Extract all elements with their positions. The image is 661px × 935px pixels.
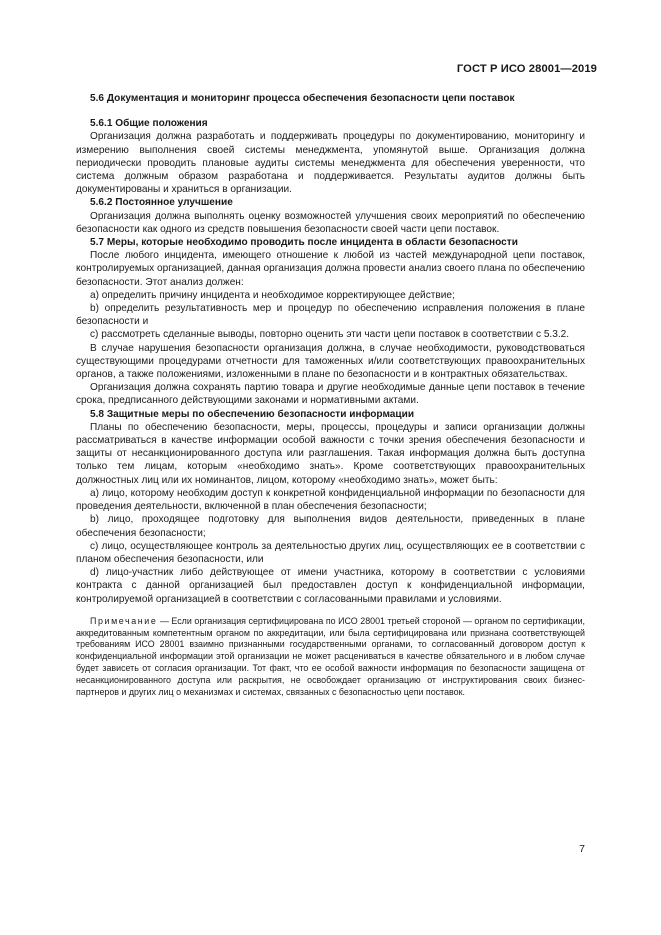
list-item: c) лицо, осуществляющее контроль за деятельностью других лиц, осуществляющих ее в соответствии с планом обеспечения безопасности, или [76, 540, 585, 565]
paragraph: Организация должна сохранять партию товара и другие необходимые данные цепи поставок в течение срока, предписанного действующими законами и нормативными актами. [76, 382, 585, 407]
document-body [76, 92, 585, 698]
document-header: ГОСТ Р ИСО 28001—2019 [456, 63, 597, 75]
section-heading-5-6: 5.6 Документация и мониторинг процесса обеспечения безопасности цепи поставок [90, 93, 515, 104]
list-item: b) лицо, проходящее подготовку для выполнения видов деятельности, приведенных в плане обеспечения безопасности; [76, 514, 585, 539]
list-item: b) определить результативность мер и процедур по обеспечению исправления положения в плане безопасности и [76, 303, 585, 328]
list-item: a) определить причину инцидента и необходимое корректирующее действие; [90, 289, 455, 301]
paragraph: Организация должна разработать и поддерживать процедуры по документированию, мониторингу и измерению выполнения своей системы менеджмента, упомянутой выше. Организация должна периодически проводить плановые аудиты системы менеджмента для обеспечения уверенности, что система должным образом разработана и поддерживается. Результаты аудитов должны быть документированы и храниться в организации. [76, 131, 585, 196]
note-label: Примечание [90, 615, 158, 626]
list-item: c) рассмотреть сделанные выводы, повторно оценить эти части цепи поставок в соответствии с 5.3.2. [90, 329, 570, 341]
note [76, 616, 585, 699]
section-heading-5-6-1: 5.6.1 Общие положения [90, 118, 208, 130]
section-heading-5-7: 5.7 Меры, которые необходимо проводить после инцидента в области безопасности [90, 237, 518, 249]
list-item: d) лицо-участник либо действующее от имени участника, которому в соответствии с условиями контракта с данной организацией был предоставлен доступ к конфиденциальной информации, контролируемой организацией в соответствии с согласованными правилами и условиями. [76, 567, 585, 605]
section-heading-5-6-2: 5.6.2 Постоянное улучшение [90, 197, 233, 209]
page-number: 7 [579, 843, 585, 855]
note-text: — Если организация сертифицирована по ИСО 28001 третьей стороной — органом по сертификации, аккредитованным компетентным органом по аккредитации, или была сертифицирована или признана соответствующей требованиям ИСО 28001 взаимно признанными государственными органами, то согласованный договором доступ к конфиденциальной информации этой организации не может расцениваться в качестве обязательного и в любом случае будет зависеть от согласия организации. Тот факт, что ее особой важности информация по безопасности защищена от несанкционированного доступа или раскрытия, не освобождает организацию от инструктирования своих бизнес-партнеров и других лиц о механизмах и системах, связанных с безопасностью цепи поставок. [76, 615, 585, 697]
paragraph: В случае нарушения безопасности организация должна, в случае необходимости, руководствоваться существующими процедурами отчетности для таможенных и/или соответствующих правоохранительных органов, а также положениями, изложенными в плане по безопасности и в контрактных обязательствах. [76, 342, 585, 381]
section-heading-5-8: 5.8 Защитные меры по обеспечению безопасности информации [90, 408, 415, 420]
paragraph: Организация должна выполнять оценку возможностей улучшения своих мероприятий по обеспечению безопасности как одного из средств повышения безопасности своей части цепи поставок. [76, 210, 585, 235]
list-item: a) лицо, которому необходим доступ к конкретной конфиденциальной информации по безопасности для проведения деятельности, включенной в план обеспечения безопасности; [76, 487, 585, 513]
paragraph: Планы по обеспечению безопасности, меры, процессы, процедуры и записи организации должны рассматриваться в качестве информации особой важности с точки зрения обеспечения безопасности и защиты от несанкционированного доступа или разглашения. Такая информация должна быть доступна только тем лицам, которым «необходимо знать». Кроме соответствующих правоохранительных должностных лиц или их номинантов, лицом, которому «необходимо знать», может быть: [76, 421, 585, 486]
paragraph: После любого инцидента, имеющего отношение к любой из частей международной цепи поставок, контролируемых организацией, данная организация должна провести анализ своего плана по обеспечению безопасности. Этот анализ должен: [76, 250, 585, 288]
